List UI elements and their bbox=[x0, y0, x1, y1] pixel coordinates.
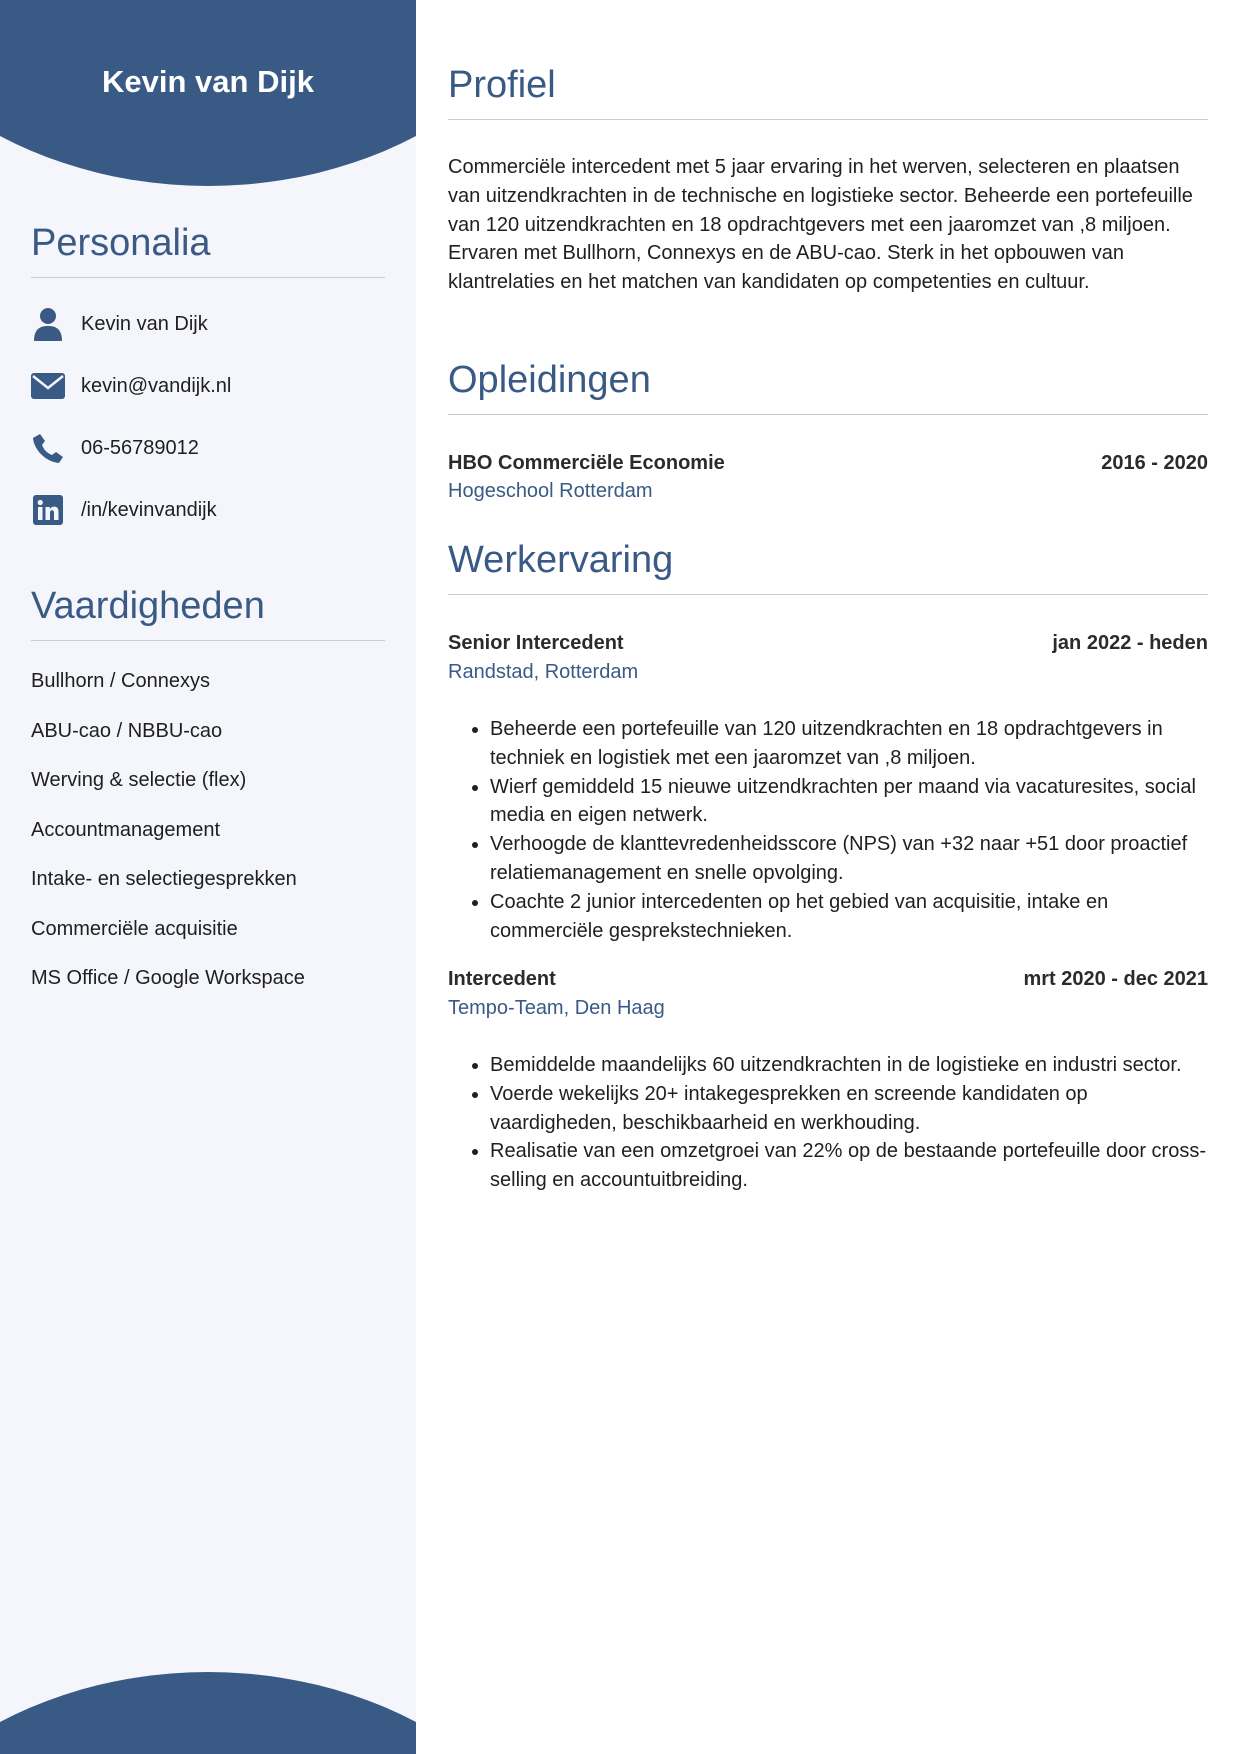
education-entry-header bbox=[448, 452, 1208, 475]
contact-phone-text[interactable]: 06-56789012 bbox=[81, 436, 199, 459]
list-item: • Wierf gemiddeld 15 nieuwe uitzendkrachten per maand via vacaturesites, social media en eigen netwerk. bbox=[490, 773, 1208, 831]
skill-item: MS Office / Google Workspace bbox=[31, 967, 305, 990]
skill-item: Intake- en selectiegesprekken bbox=[31, 868, 297, 891]
candidate-name: Kevin van Dijk bbox=[102, 64, 314, 99]
contact-email-text[interactable]: kevin@vandijk.nl bbox=[81, 374, 232, 397]
mail-icon bbox=[31, 369, 65, 403]
footer-arc bbox=[0, 1672, 416, 1754]
linkedin-icon bbox=[31, 493, 65, 527]
skill-item: Commerciële acquisitie bbox=[31, 917, 238, 940]
list-item: • Realisatie van een omzetgroei van 22% op de bestaande portefeuille door cross-selling en accountuitbreiding. bbox=[490, 1137, 1208, 1195]
contact-linkedin-text[interactable]: /in/kevinvandijk bbox=[81, 498, 217, 521]
education-school: Hogeschool Rotterdam bbox=[448, 480, 653, 502]
experience-company: Randstad, Rotterdam bbox=[448, 661, 639, 683]
contact-name bbox=[31, 293, 385, 355]
profile-title: Profiel bbox=[448, 64, 1208, 120]
experience-period: jan 2022 - heden bbox=[1052, 632, 1208, 654]
education-degree: HBO Commerciële Economie bbox=[448, 452, 725, 474]
experience-company: Tempo-Team, Den Haag bbox=[448, 997, 665, 1019]
experience-entry-header bbox=[448, 968, 1208, 991]
personalia-section bbox=[31, 222, 385, 541]
contact-name-text: Kevin van Dijk bbox=[81, 312, 208, 335]
skill-item: Bullhorn / Connexys bbox=[31, 670, 210, 693]
person-icon bbox=[31, 307, 65, 341]
list-item: • Verhoogde de klanttevredenheidsscore (NPS) van +32 naar +51 door proactief relatiemanagement en snelle opvolging. bbox=[490, 830, 1208, 888]
list-item: • Coachte 2 junior intercedenten op het gebied van acquisitie, intake en commerciële gesprekstechnieken. bbox=[490, 888, 1208, 946]
experience-bullets bbox=[448, 715, 1208, 945]
education-title: Opleidingen bbox=[448, 359, 1208, 415]
experience-role: Intercedent bbox=[448, 968, 556, 990]
profile-text: Commerciële intercedent met 5 jaar ervaring in het werven, selecteren en plaatsen van uitzendkrachten in de technische en logistieke sector. Beheerde een portefeuille van 120 uitzendkrachten en 18 opdrachtgevers met een jaaromzet van ,8 miljoen. Ervaren met Bullhorn, Connexys en de ABU-cao. Sterk in het opbouwen van klantrelaties en het matchen van kandidaten op competenties en cultuur. bbox=[448, 156, 1193, 294]
phone-icon bbox=[31, 431, 65, 465]
skill-item: Accountmanagement bbox=[31, 818, 221, 841]
skill-item: Werving & selectie (flex) bbox=[31, 769, 247, 792]
experience-period: mrt 2020 - dec 2021 bbox=[1023, 968, 1208, 990]
education-period: 2016 - 2020 bbox=[1101, 452, 1208, 474]
list-item: • Bemiddelde maandelijks 60 uitzendkrachten in de logistieke en industri sector. bbox=[490, 1051, 1208, 1080]
experience-entry-header bbox=[448, 632, 1208, 655]
experience-bullets bbox=[448, 1051, 1208, 1195]
contact-email[interactable] bbox=[31, 355, 385, 417]
list-item: • Voerde wekelijks 20+ intakegesprekken en screende kandidaten op vaardigheden, beschikbaarheid en werkhouding. bbox=[490, 1080, 1208, 1138]
experience-role: Senior Intercedent bbox=[448, 632, 624, 654]
list-item: • Beheerde een portefeuille van 120 uitzendkrachten en 18 opdrachtgevers in techniek en logistiek met een jaaromzet van ,8 miljoen. bbox=[490, 715, 1208, 773]
skills-section bbox=[31, 585, 385, 1004]
personalia-title: Personalia bbox=[31, 222, 385, 278]
skills-title: Vaardigheden bbox=[31, 585, 385, 641]
sidebar bbox=[0, 0, 416, 1754]
skill-item: ABU-cao / NBBU-cao bbox=[31, 719, 223, 742]
contact-phone[interactable] bbox=[31, 417, 385, 479]
experience-title: Werkervaring bbox=[448, 539, 1208, 595]
contact-linkedin[interactable] bbox=[31, 479, 385, 541]
